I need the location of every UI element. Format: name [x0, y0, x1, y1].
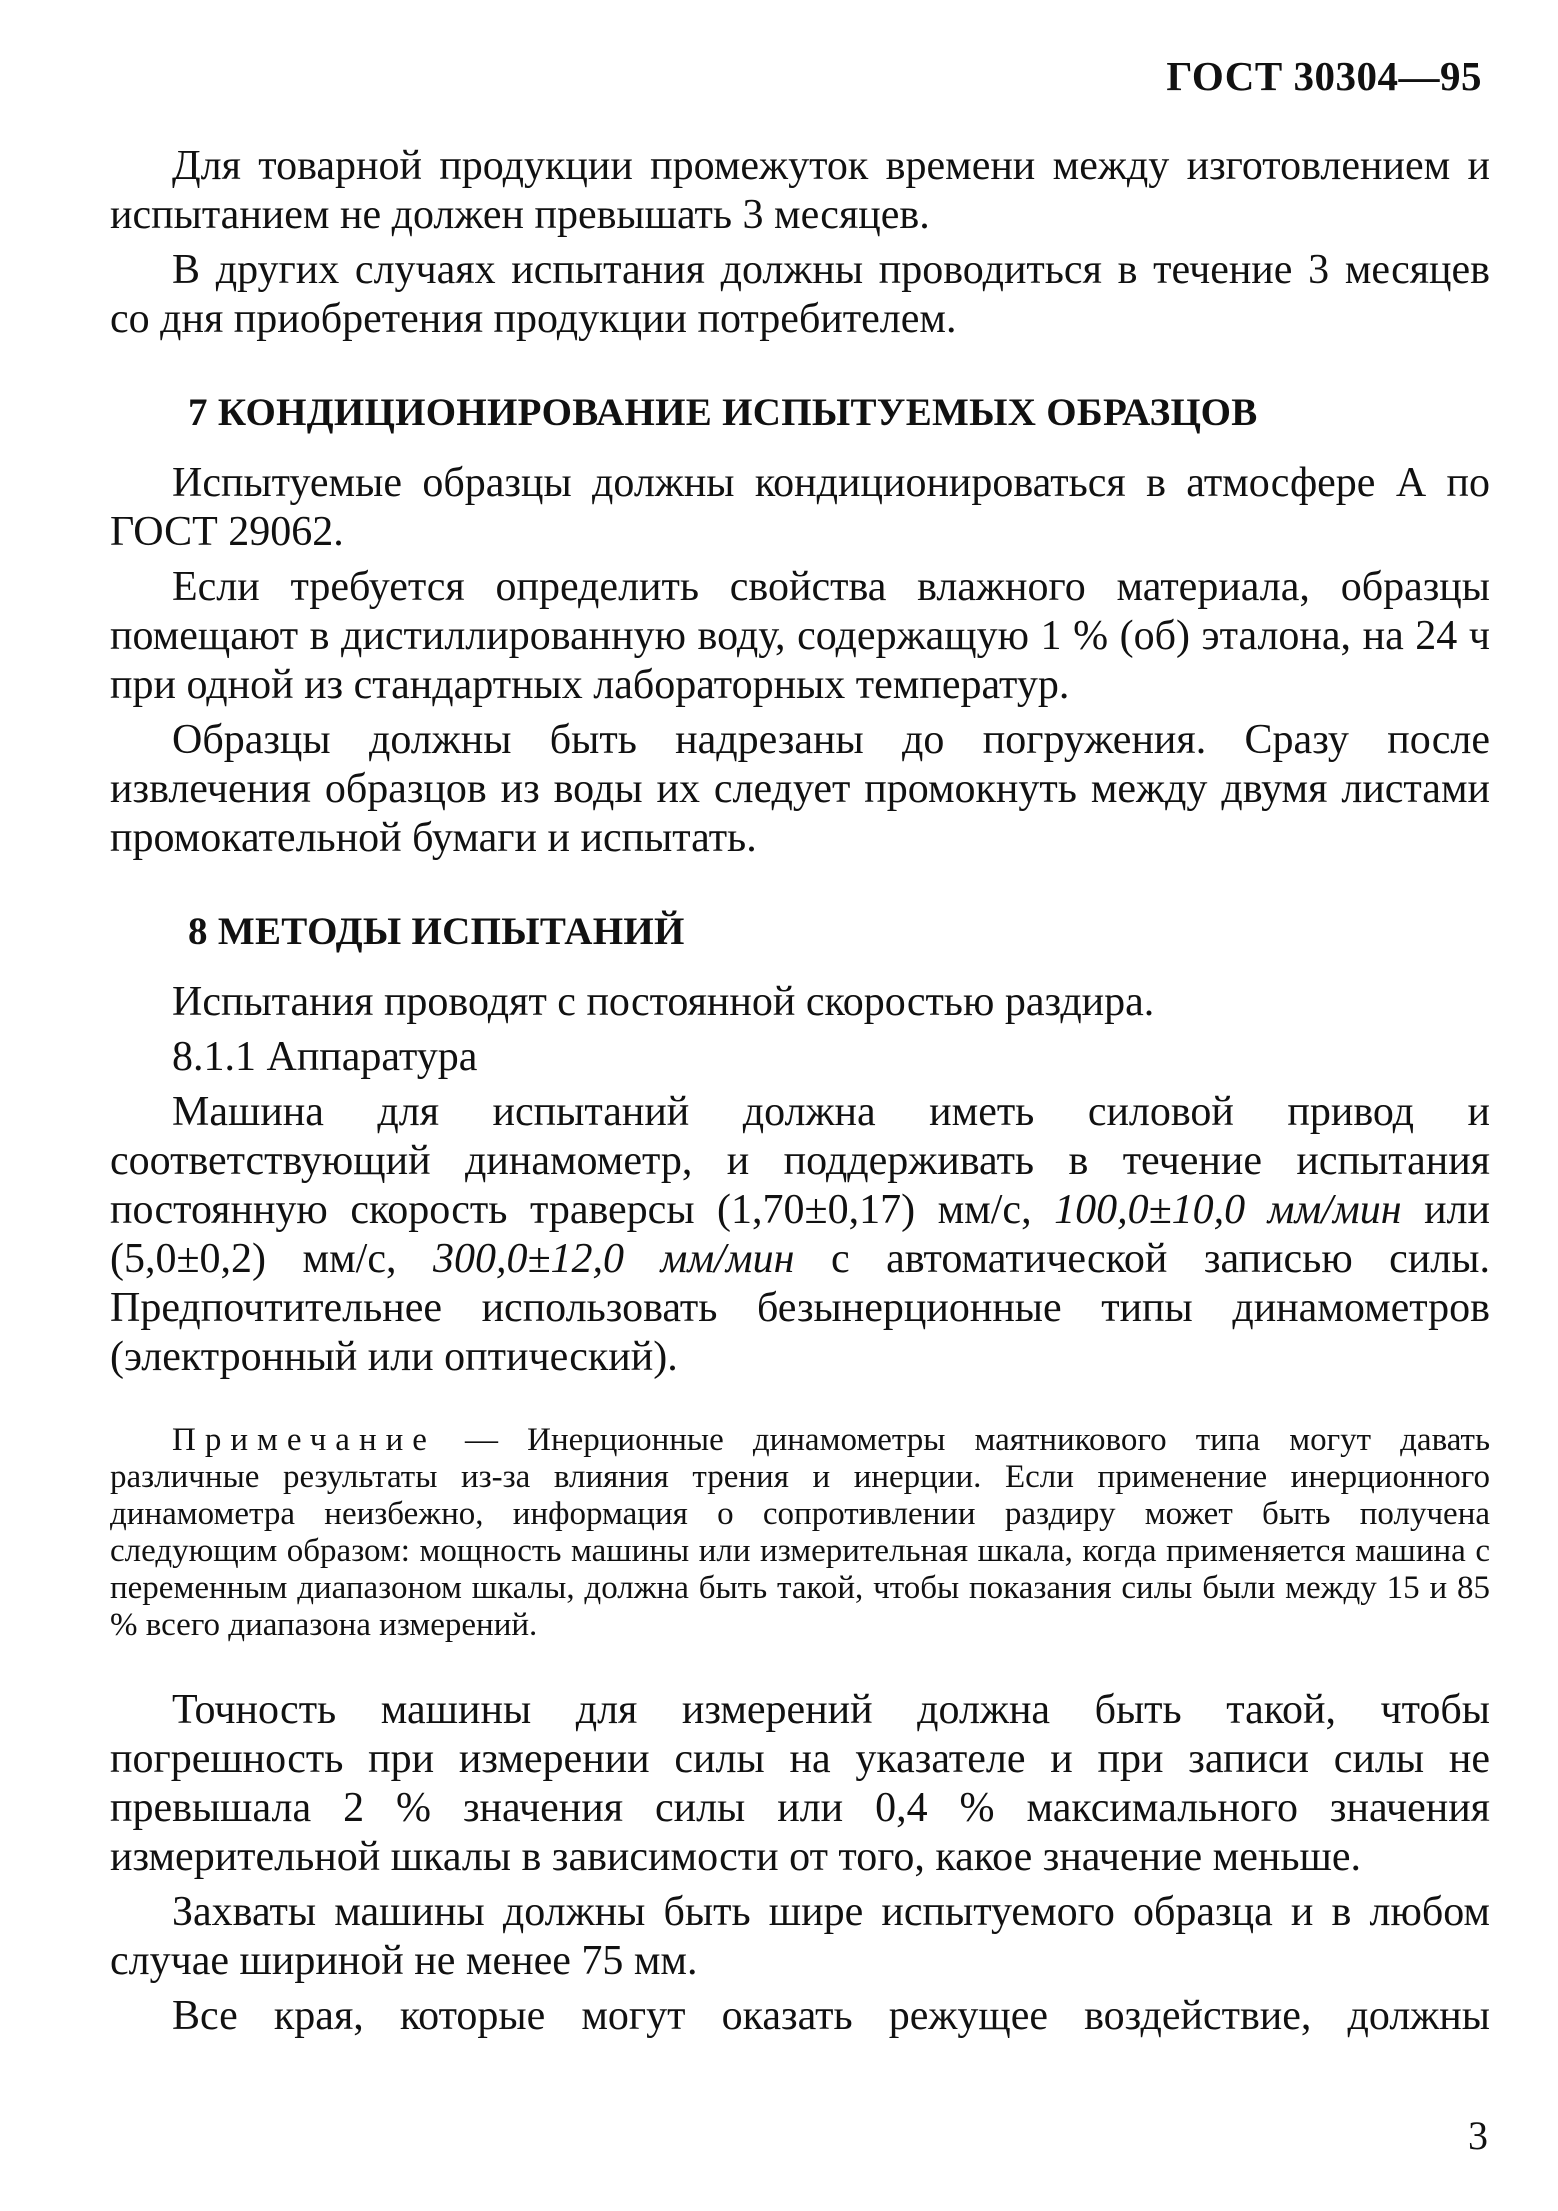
standard-header: ГОСТ 30304—95 [1166, 53, 1482, 99]
paragraph: Захваты машины должны быть шире испытуемого образца и в любом случае шириной не менее 75 мм. [110, 1889, 1490, 1984]
paragraph: Для товарной продукции промежуток времени между изготовлением и испытанием не должен превышать 3 месяцев. [110, 143, 1490, 238]
section-7-heading: 7 КОНДИЦИОНИРОВАНИЕ ИСПЫТУЕМЫХ ОБРАЗЦОВ [188, 391, 1258, 434]
paragraph: Испытания проводят с постоянной скоростью раздира. [172, 979, 1155, 1025]
paragraph-continued: Все края, которые могут оказать режущее воздействие, должны [172, 1993, 1490, 2039]
apparatus-paragraph [110, 1088, 1490, 1382]
page-content [110, 142, 1490, 2047]
note [110, 1422, 1490, 1644]
note-dash: — [435, 1422, 528, 1458]
note-label: Примечание [172, 1422, 436, 1458]
paragraph: Точность машины для измерений должна быть такой, чтобы погрешность при измерении силы на указателе и при записи силы не превышала 2 % значения силы или 0,4 % максимального значения измерительной шкалы в зависимости от того, какое значение меньше. [110, 1687, 1490, 1880]
italic-speed: 300,0±12,0 мм/мин [432, 1236, 795, 1282]
text-run: или (5,0±0,2) мм/с, [110, 1187, 1490, 1282]
note-text: Инерционные динамометры маятникового типа могут давать различные результаты из-за влияния трения и инерции. Если применение инерционного динамометра неизбежно, информация о сопротивлении раздиру может быть получена следующим образом: мощность машины или измерительная шкала, когда применяется машина с переменным диапазоном шкалы, должна быть такой, чтобы показания силы были между 15 и 85 % всего диапазона измерений. [110, 1422, 1490, 1643]
text-run: Машина для испытаний должна иметь силовой привод и соответствующий динамометр, и поддерживать в течение испытания постоянную скорость траверсы (1,70±0,17) мм/с, [110, 1089, 1490, 1233]
italic-speed: 100,0±10,0 мм/мин [1054, 1187, 1402, 1233]
paragraph: Испытуемые образцы должны кондиционироваться в атмосфере А по ГОСТ 29062. [110, 460, 1490, 555]
subsection-heading: 8.1.1 Аппаратура [172, 1034, 478, 1080]
page-number: 3 [1468, 2113, 1488, 2158]
text-run: с автоматической записью силы. Предпочтительнее использовать безынерционные типы динамометров (электронный или оптический). [110, 1236, 1490, 1380]
paragraph: Образцы должны быть надрезаны до погружения. Сразу после извлечения образцов из воды их следует промокнуть между двумя листами промокательной бумаги и испытать. [110, 717, 1490, 861]
paragraph: В других случаях испытания должны проводиться в течение 3 месяцев со дня приобретения продукции потребителем. [110, 247, 1490, 342]
section-8-heading: 8 МЕТОДЫ ИСПЫТАНИЙ [188, 910, 685, 953]
paragraph: Если требуется определить свойства влажного материала, образцы помещают в дистиллированную воду, содержащую 1 % (об) эталона, на 24 ч при одной из стандартных лабораторных температур. [110, 564, 1490, 708]
